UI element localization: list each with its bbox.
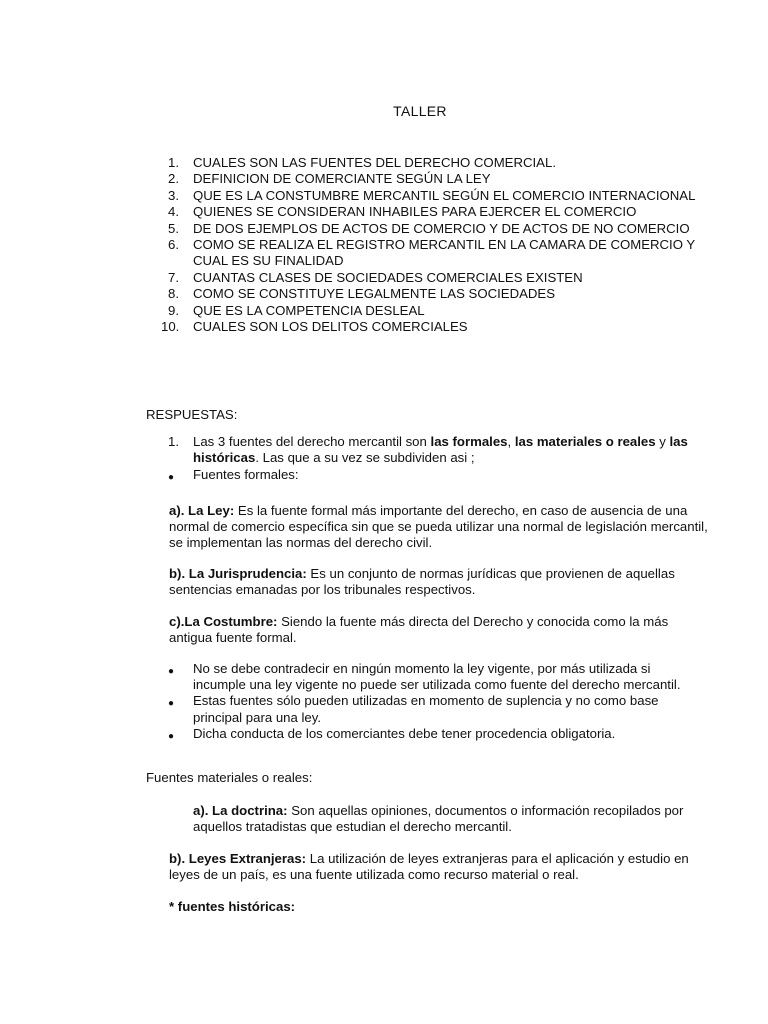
bullet-icon — [160, 693, 193, 725]
question-item — [160, 270, 700, 286]
fuentes-formales-label: Fuentes formales: — [193, 466, 299, 482]
answer-1-historicas: las históricas — [193, 434, 688, 466]
answer-number: 1. — [168, 434, 179, 449]
jurisprudencia-paragraph — [169, 566, 709, 598]
question-item — [160, 319, 700, 335]
bullet-glyph: ● — [168, 730, 175, 742]
question-text: COMO SE CONSTITUYE LEGALMENTE LAS SOCIEDADES — [193, 286, 555, 302]
question-number: 8. — [168, 286, 179, 302]
costumbre-bullet-text: Estas fuentes sólo pueden utilizadas en momento de suplencia y no como base principal para una ley. — [193, 693, 659, 725]
question-text: CUANTAS CLASES DE SOCIEDADES COMERCIALES EXISTEN — [193, 269, 583, 285]
question-item — [160, 237, 700, 270]
question-number: 2. — [168, 171, 179, 187]
jurisprudencia-label: b). La Jurisprudencia: — [169, 566, 307, 581]
jurisprudencia-text: Es un conjunto de normas jurídicas que provienen de aquellas sentencias emanadas por los tribunales respectivos. — [169, 566, 675, 597]
question-text: COMO SE REALIZA EL REGISTRO MERCANTIL EN LA CAMARA DE COMERCIO Y CUAL ES SU FINALIDAD — [193, 237, 695, 269]
la-ley-label: a). La Ley: — [169, 503, 235, 518]
question-text: CUALES SON LOS DELITOS COMERCIALES — [193, 319, 468, 335]
question-item — [160, 171, 700, 187]
document-title: TALLER — [393, 103, 447, 119]
doctrina-label: a). La doctrina: — [193, 803, 288, 818]
fuentes-historicas-heading — [169, 899, 709, 915]
costumbre-bullet-text: No se debe contradecir en ningún momento la ley vigente, por más utilizada si incumple una ley vigente no puede ser utilizada como fuente del derecho mercantil. — [193, 661, 681, 693]
bullet-fuentes-formales — [160, 467, 705, 485]
answer-1-pre: Las 3 fuentes del derecho mercantil son — [193, 434, 431, 449]
bullet-glyph: ● — [168, 471, 175, 483]
bullet-glyph: ● — [168, 698, 175, 710]
question-number: 3. — [168, 187, 179, 203]
answer-1-materiales: las materiales o reales — [514, 434, 656, 449]
answer-1-post: . Las que a su vez se subdividen asi ; — [255, 450, 475, 466]
question-number: 9. — [168, 302, 179, 318]
question-text: QUIENES SE CONSIDERAN INHABILES PARA EJERCER EL COMERCIO — [193, 204, 637, 220]
fuentes-historicas-label: * fuentes históricas: — [169, 899, 296, 914]
costumbre-label: c).La Costumbre: — [169, 614, 278, 629]
answer-1-list — [160, 434, 705, 485]
question-number: 5. — [168, 220, 179, 236]
costumbre-bullet — [160, 726, 705, 744]
leyes-extranjeras-label: b). Leyes Extranjeras: — [169, 851, 307, 866]
question-number: 7. — [168, 269, 179, 285]
question-item — [160, 204, 700, 220]
leyes-extranjeras-paragraph — [169, 851, 709, 883]
fuentes-materiales-heading: Fuentes materiales o reales: — [146, 770, 313, 785]
costumbre-text: Siendo la fuente más directa del Derecho y conocida como la más antigua fuente formal. — [169, 614, 669, 645]
question-number: 4. — [168, 204, 179, 220]
la-ley-paragraph — [169, 503, 709, 551]
answer-1-sep2: y — [655, 434, 670, 449]
costumbre-bullet — [160, 693, 705, 725]
answer-1-formales: las formales — [430, 434, 508, 449]
bullet-icon — [160, 467, 193, 485]
questions-list — [160, 155, 700, 335]
costumbre-bullet-list — [160, 661, 705, 744]
question-item — [160, 303, 700, 319]
bullet-glyph: ● — [168, 666, 175, 677]
respuestas-heading: RESPUESTAS: — [146, 407, 238, 422]
question-text: DEFINICION DE COMERCIANTE SEGÚN LA LEY — [193, 171, 491, 187]
question-number: 1. — [168, 155, 179, 170]
costumbre-bullet — [160, 661, 705, 693]
question-item — [160, 188, 700, 204]
la-ley-text: Es la fuente formal más importante del derecho, en caso de ausencia de una normal de comercio específica sin que se pueda utilizar una normal de legislación mercantil, se implementan las normas del derecho civil. — [169, 503, 708, 550]
bullet-icon — [160, 661, 193, 693]
costumbre-paragraph — [169, 614, 709, 646]
question-number: 10. — [161, 319, 180, 335]
question-text: DE DOS EJEMPLOS DE ACTOS DE COMERCIO Y DE ACTOS DE NO COMERCIO — [193, 220, 690, 236]
question-item — [160, 155, 700, 171]
question-text: QUE ES LA COMPETENCIA DESLEAL — [193, 302, 425, 318]
question-item — [160, 286, 700, 302]
answer-1 — [160, 434, 705, 467]
costumbre-bullet-text: Dicha conducta de los comerciantes debe tener procedencia obligatoria. — [193, 725, 616, 741]
answer-1-text — [193, 434, 705, 467]
question-text: CUALES SON LAS FUENTES DEL DERECHO COMERCIAL. — [193, 155, 556, 170]
doctrina-text: Son aquellas opiniones, documentos o información recopilados por aquellos tratadistas que estudian el derecho mercantil. — [193, 803, 684, 834]
answer-1-sep1: , — [507, 434, 515, 449]
question-number: 6. — [168, 237, 179, 253]
question-text: QUE ES LA CONSTUMBRE MERCANTIL SEGÚN EL COMERCIO INTERNACIONAL — [193, 187, 696, 203]
leyes-extranjeras-text: La utilización de leyes extranjeras para el aplicación y estudio en leyes de un país, es una fuente utilizada como recurso material o real. — [169, 851, 689, 882]
question-item — [160, 221, 700, 237]
doctrina-paragraph — [193, 803, 693, 835]
bullet-icon — [160, 726, 193, 744]
